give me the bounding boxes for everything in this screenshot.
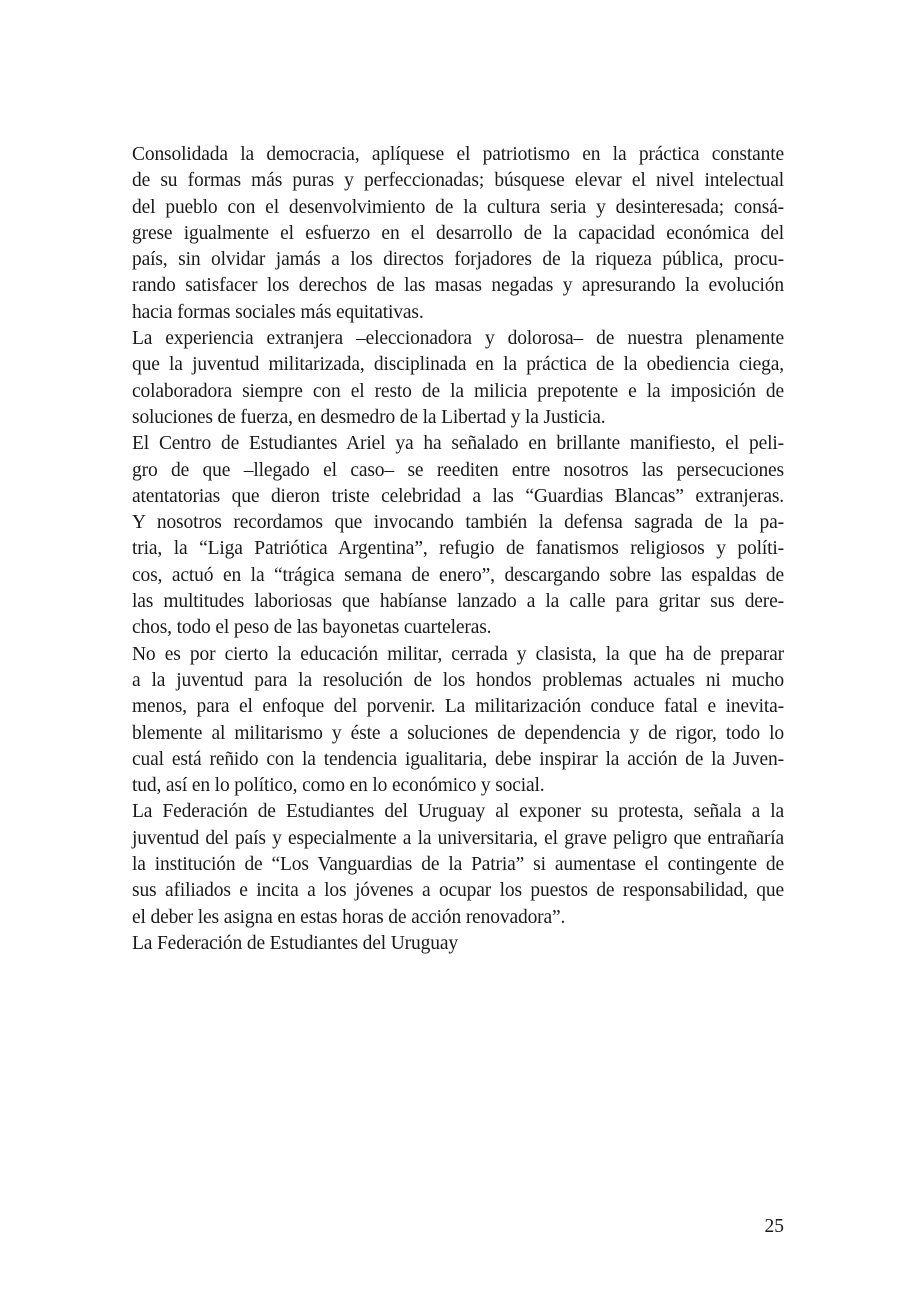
text-line: tud, así en lo político, como en lo económico y social.	[132, 775, 545, 797]
paragraph	[132, 931, 784, 957]
body-text	[132, 142, 784, 957]
text-line: El Centro de Estudiantes Ariel ya ha señalado en brillante manifiesto, el peli-	[132, 433, 784, 455]
text-line: sus afiliados e incita a los jóvenes a ocupar los puestos de responsabilidad, que	[132, 880, 784, 902]
text-line: chos, todo el peso de las bayonetas cuarteleras.	[132, 617, 492, 639]
text-line: Y nosotros recordamos que invocando también la defensa sagrada de la pa-	[132, 512, 784, 534]
text-line: hacia formas sociales más equitativas.	[132, 301, 424, 323]
text-line: atentatorias que dieron triste celebridad a las “Guardias Blancas” extranjeras.	[132, 485, 784, 507]
text-line: La Federación de Estudiantes del Uruguay	[132, 932, 458, 954]
text-line: Consolidada la democracia, aplíquese el patriotismo en la práctica constante	[132, 144, 784, 165]
text-line: tria, la “Liga Patriótica Argentina”, refugio de fanatismos religiosos y políti-	[132, 538, 784, 560]
text-line: grese igualmente el esfuerzo en el desarrollo de la capacidad económica del	[132, 222, 784, 244]
text-line: la institución de “Los Vanguardias de la Patria” si aumentase el contingente de	[132, 854, 784, 876]
text-line: colaboradora siempre con el resto de la milicia prepotente e la imposición de	[132, 380, 784, 402]
paragraph	[132, 642, 784, 800]
paragraph	[132, 142, 784, 326]
text-line: a la juventud para la resolución de los hondos problemas actuales ni mucho	[132, 669, 784, 691]
text-line: las multitudes laboriosas que habíanse lanzado a la calle para gritar sus dere-	[132, 591, 784, 613]
text-line: el deber les asigna en estas horas de acción renovadora”.	[132, 906, 566, 928]
text-line: juventud del país y especialmente a la universitaria, el grave peligro que entrañaría	[132, 827, 784, 849]
text-line: rando satisfacer los derechos de las masas negadas y apresurando la evolución	[132, 275, 784, 297]
text-line: soluciones de fuerza, en desmedro de la Libertad y la Justicia.	[132, 406, 606, 428]
paragraph	[132, 326, 784, 431]
text-line: La experiencia extranjera –eleccionadora y dolorosa– de nuestra plenamente	[132, 328, 784, 350]
text-line: blemente al militarismo y éste a soluciones de dependencia y de rigor, todo lo	[132, 722, 784, 744]
text-line: cual está reñido con la tendencia igualitaria, debe inspirar la acción de la Juven-	[132, 748, 784, 770]
text-line: menos, para el enfoque del porvenir. La militarización conduce fatal e inevita-	[132, 696, 784, 718]
text-line: país, sin olvidar jamás a los directos forjadores de la riqueza pública, procu-	[132, 249, 784, 271]
paragraph	[132, 431, 784, 641]
paragraph	[132, 799, 784, 930]
text-line: de su formas más puras y perfeccionadas; búsquese elevar el nivel intelectual	[132, 170, 784, 192]
page-number: 25	[764, 1216, 784, 1237]
text-line: gro de que –llegado el caso– se reediten entre nosotros las persecuciones	[132, 459, 784, 481]
text-line: No es por cierto la educación militar, cerrada y clasista, la que ha de preparar	[132, 643, 784, 665]
text-line: La Federación de Estudiantes del Uruguay al exponer su protesta, señala a la	[132, 801, 784, 823]
text-line: cos, actuó en la “trágica semana de enero”, descargando sobre las espaldas de	[132, 564, 784, 586]
text-line: que la juventud militarizada, disciplinada en la práctica de la obediencia ciega,	[132, 354, 784, 376]
text-line: del pueblo con el desenvolvimiento de la cultura seria y desinteresada; consá-	[132, 196, 784, 218]
